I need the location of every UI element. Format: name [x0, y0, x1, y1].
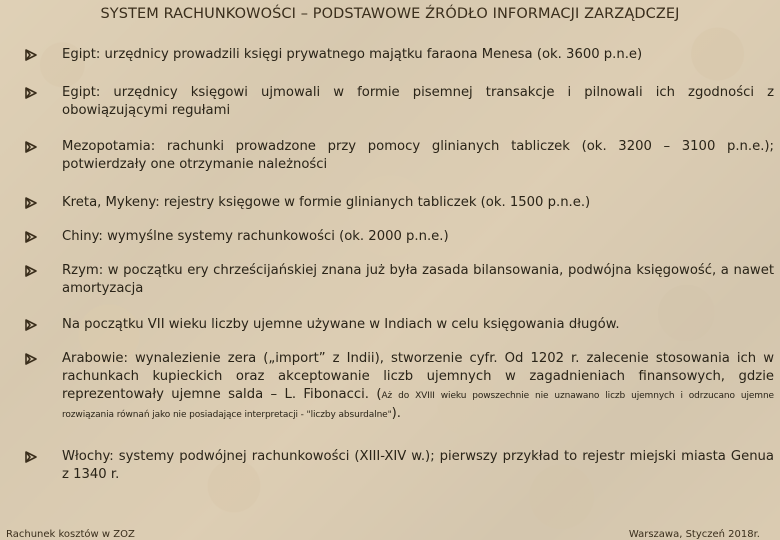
arrow-bullet-icon: [24, 316, 38, 334]
footer-right: Warszawa, Styczeń 2018r.: [628, 529, 760, 540]
bullet-item: [24, 84, 774, 120]
bullet-item: [24, 228, 774, 246]
bullet-text: Arabowie: wynalezienie zera („import” z Indii), stworzenie cyfr. Od 1202 r. zalecenie stosowania ich w rachunkach kupieckich oraz akceptowanie liczb ujemnych w zagadnieniach finansowych, gdzie reprezentowały ujemne salda – L. Fibonacci.: [62, 351, 774, 402]
arrow-bullet-icon: [24, 46, 38, 64]
bullet-text-with-note: [62, 350, 774, 424]
bullet-text: Rzym: w początku ery chrześcijańskiej znana już była zasada bilansowania, podwójna księgowość, a nawet amortyzacja: [62, 263, 774, 296]
bullet-item: [24, 194, 774, 212]
bullet-item: [24, 262, 774, 298]
arrow-bullet-icon: [24, 138, 38, 156]
bullet-item: [24, 46, 774, 64]
arrow-bullet-icon: [24, 228, 38, 246]
footer-left: Rachunek kosztów w ZOZ: [6, 529, 135, 540]
bullet-text: Kreta, Mykeny: rejestry księgowe w formie glinianych tabliczek (ok. 1500 p.n.e.): [62, 195, 591, 210]
bullet-text: Mezopotamia: rachunki prowadzone przy pomocy glinianych tabliczek (ok. 3200 – 3100 p.n.e.); potwierdzały one otrzymanie należności: [62, 139, 774, 172]
bullet-item: [24, 448, 774, 484]
bullet-text: Egipt: urzędnicy księgowi ujmowali w formie pisemnej transakcje i pilnowali ich zgodności z obowiązującymi regułami: [62, 85, 774, 118]
arrow-bullet-icon: [24, 262, 38, 280]
bullet-item: [24, 350, 774, 424]
note-open-paren: (: [376, 387, 382, 402]
bullet-item: [24, 138, 774, 174]
bullet-text: Na początku VII wieku liczby ujemne używane w Indiach w celu księgowania długów.: [62, 317, 620, 332]
arrow-bullet-icon: [24, 84, 38, 102]
bullet-text: Włochy: systemy podwójnej rachunkowości (XIII-XIV w.); pierwszy przykład to rejestr miejski miasta Genua z 1340 r.: [62, 449, 774, 482]
bullet-footnote: Aż do XVIII wieku powszechnie nie uznawano liczb ujemnych i odrzucano ujemne rozwiązania równań jako nie posiadające interpretacji - "liczby absurdalne": [62, 391, 774, 420]
arrow-bullet-icon: [24, 448, 38, 466]
bullet-text: Chiny: wymyślne systemy rachunkowości (ok. 2000 p.n.e.): [62, 229, 449, 244]
slide-title: SYSTEM RACHUNKOWOŚCI – PODSTAWOWE ŹRÓDŁO INFORMACJI ZARZĄDCZEJ: [100, 6, 680, 22]
note-close-paren: ).: [391, 406, 401, 421]
bullet-item: [24, 316, 774, 334]
arrow-bullet-icon: [24, 350, 38, 368]
arrow-bullet-icon: [24, 194, 38, 212]
bullet-text: Egipt: urzędnicy prowadzili księgi prywatnego majątku faraona Menesa (ok. 3600 p.n.e): [62, 47, 643, 62]
